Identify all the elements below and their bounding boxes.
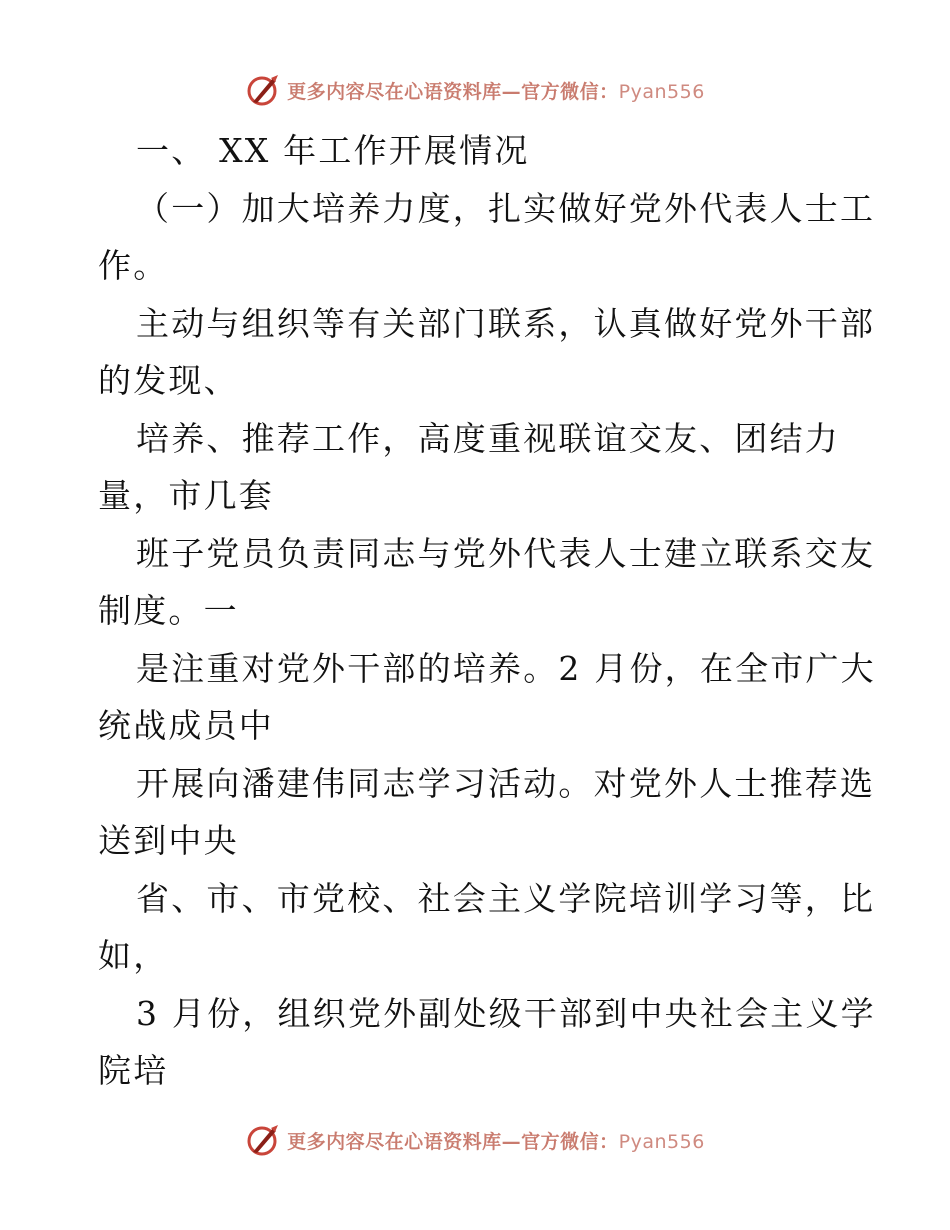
text-line: 如， bbox=[98, 936, 169, 975]
text-line: 量，市几套 bbox=[98, 476, 274, 515]
text-line: 省、市、市党校、社会主义学院培训学习等，比 bbox=[136, 878, 876, 918]
quill-logo-icon bbox=[245, 72, 281, 108]
watermark-text: 更多内容尽在心语资料库—官方微信：Pyan556 bbox=[287, 1130, 705, 1153]
watermark-text: 更多内容尽在心语资料库—官方微信：Pyan556 bbox=[287, 80, 705, 103]
text-line: 的发现、 bbox=[98, 361, 239, 400]
heading-line: 一、 XX 年工作开展情况 bbox=[136, 131, 530, 170]
text-line: 作。 bbox=[98, 246, 169, 285]
document-body bbox=[98, 122, 876, 1100]
text-line: 培养、推荐工作，高度重视联谊交友、团结力 bbox=[136, 418, 840, 458]
text-line: 是注重对党外干部的培养。2 月份，在全市广大 bbox=[136, 648, 876, 688]
text-line: 3 月份，组织党外副处级干部到中央社会主义学 bbox=[136, 993, 876, 1033]
text-line: 主动与组织等有关部门联系，认真做好党外干部 bbox=[136, 303, 876, 343]
watermark-footer bbox=[0, 1120, 950, 1160]
text-line: 院培 bbox=[98, 1051, 169, 1090]
quill-logo-icon bbox=[245, 1122, 281, 1158]
text-line: 送到中央 bbox=[98, 821, 239, 860]
text-line: 开展向潘建伟同志学习活动。对党外人士推荐选 bbox=[136, 763, 876, 803]
text-line: 制度。一 bbox=[98, 591, 239, 630]
watermark-header bbox=[0, 70, 950, 110]
text-line: 统战成员中 bbox=[98, 706, 274, 745]
text-line: 班子党员负责同志与党外代表人士建立联系交友 bbox=[136, 533, 876, 573]
subheading-line: （一）加大培养力度，扎实做好党外代表人士工 bbox=[136, 188, 876, 228]
